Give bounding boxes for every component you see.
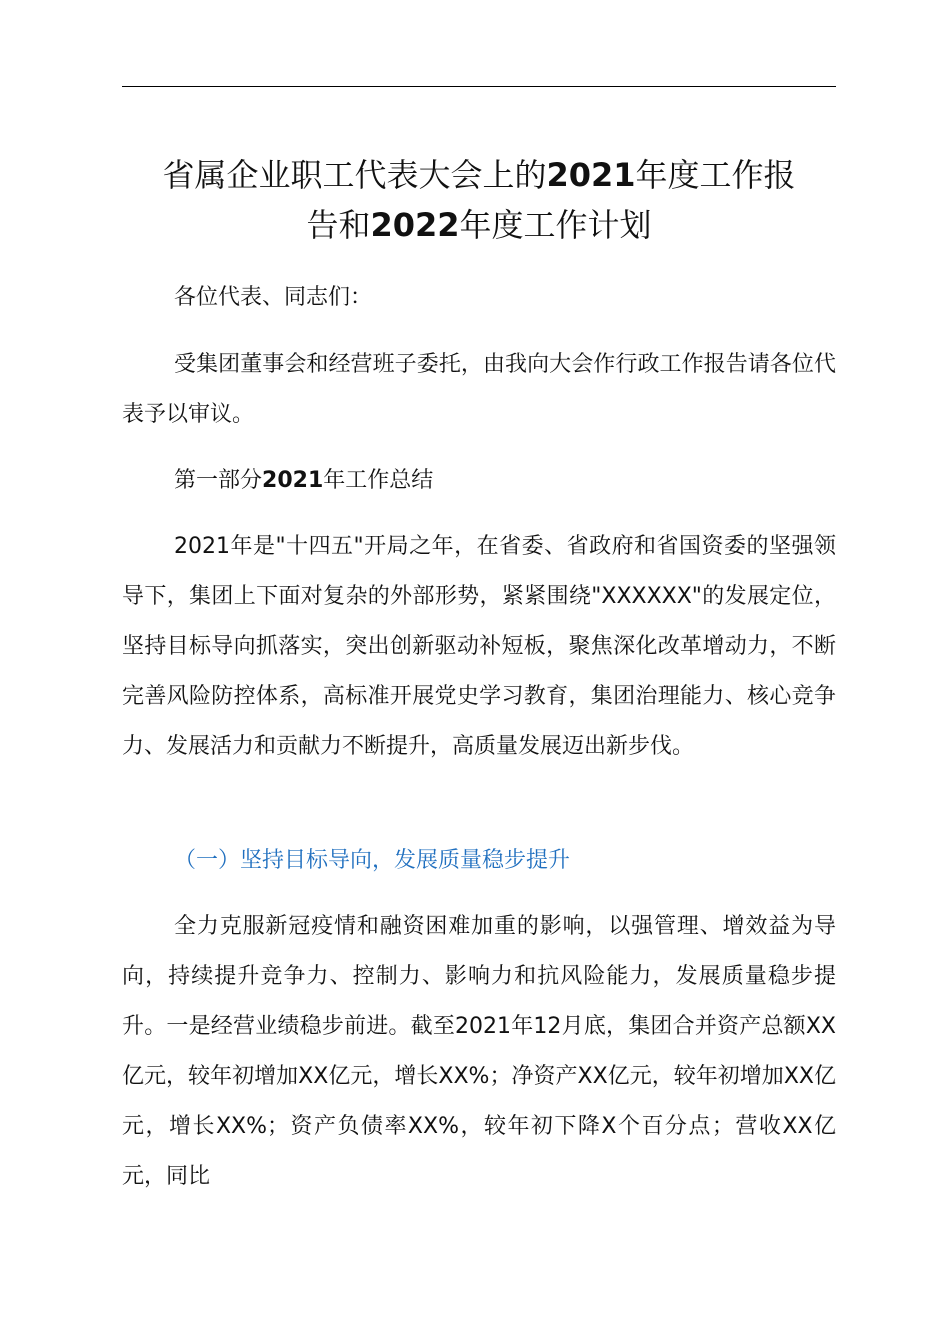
document-title (122, 150, 836, 250)
intro-paragraph: 受集团董事会和经营班子委托，由我向大会作行政工作报告请各位代表予以审议。 (122, 352, 836, 427)
section-heading-1: （一）坚持目标导向，发展质量稳步提升 (174, 848, 571, 873)
salutation: 各位代表、同志们： (174, 285, 373, 310)
header-rule (122, 86, 836, 87)
title-line-2 (122, 200, 836, 250)
part-one-year: 2021 (262, 468, 324, 493)
summary-paragraph: 2021年是"十四五"开局之年，在省委、省政府和省国资委的坚强领导下，集团上下面对复杂的外部形势，紧紧围绕"XXXXXX"的发展定位，坚持目标导向抓落实，突出创新驱动补短板，聚焦深化改革增动力，不断完善风险防控体系，高标准开展党史学习教育，集团治理能力、核心竞争力、发展活力和贡献力不断提升，高质量发展迈出新步伐。 (122, 534, 836, 759)
title-text-1a: 省属企业职工代表大会上的 (162, 156, 547, 194)
performance-paragraph: 全力克服新冠疫情和融资困难加重的影响，以强管理、增效益为导向，持续提升竞争力、控制力、影响力和抗风险能力，发展质量稳步提升。一是经营业绩稳步前进。截至2021年12月底，集团合并资产总额XX亿元，较年初增加XX亿元，增长XX%；净资产XX亿元，较年初增加XX亿元，增长XX%；资产负债率XX%，较年初下降X个百分点；营收XX亿元，同比 (122, 914, 836, 1189)
title-year-2021: 2021 (546, 156, 636, 194)
title-year-2022: 2022 (370, 206, 460, 244)
part-one-prefix: 第一部分 (174, 468, 263, 493)
title-text-2a: 告和 (306, 206, 371, 244)
title-text-2b: 年度工作计划 (459, 206, 652, 244)
part-one-suffix: 年工作总结 (323, 468, 434, 493)
title-text-1b: 年度工作报 (635, 156, 796, 194)
title-line-1 (122, 150, 836, 200)
part-one-heading (122, 456, 836, 506)
